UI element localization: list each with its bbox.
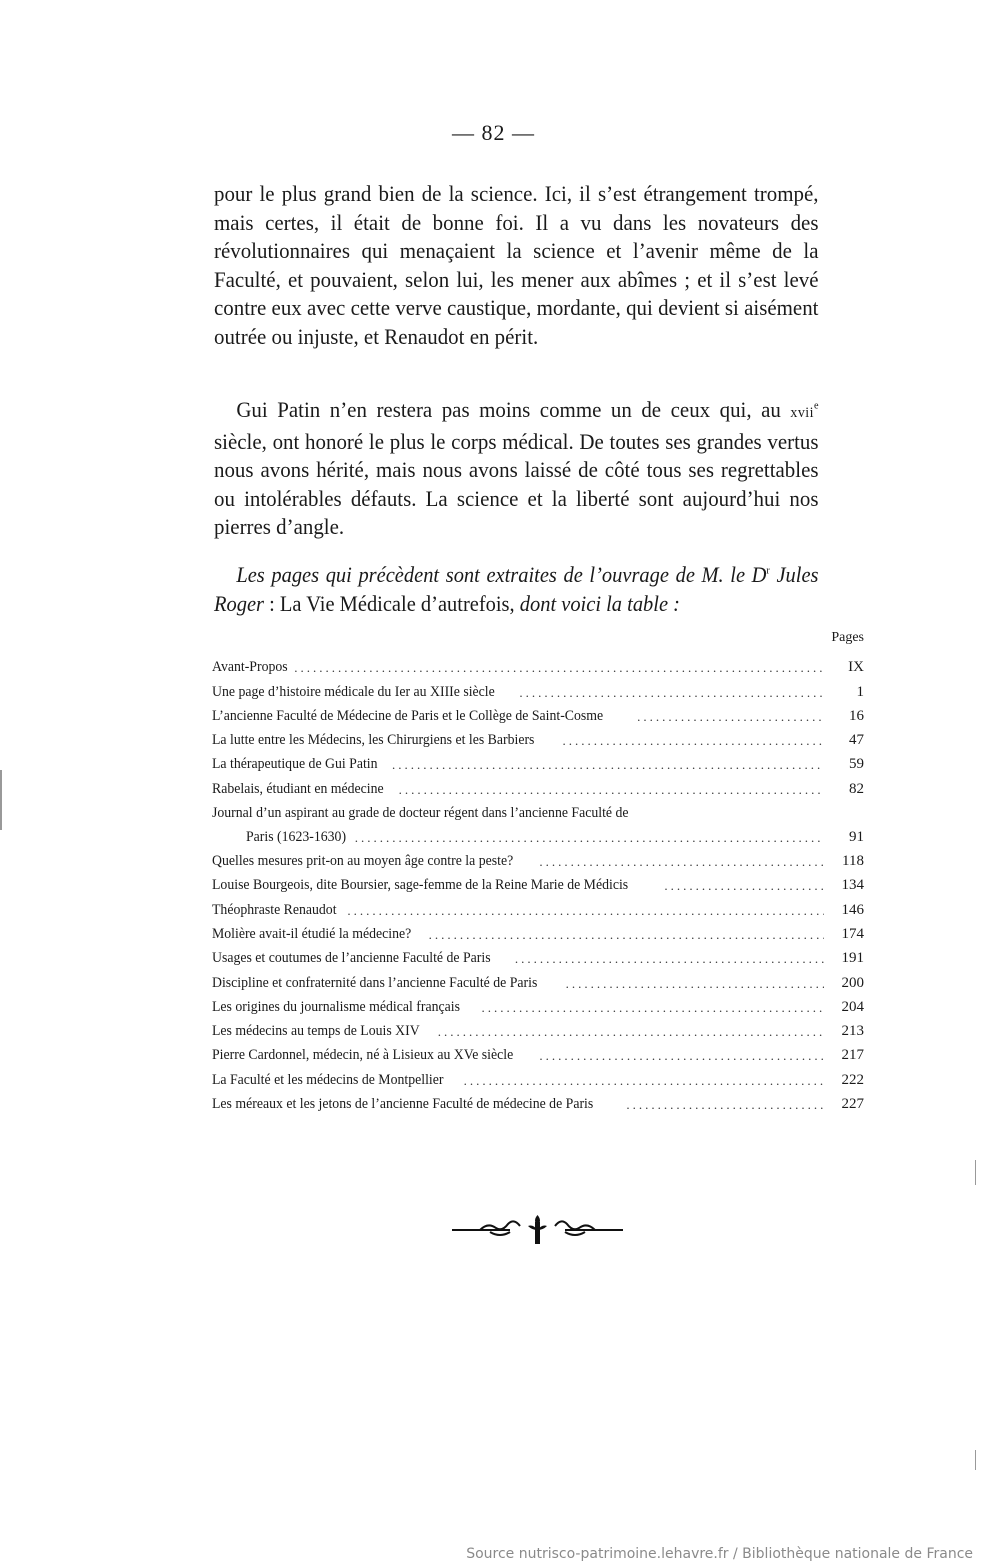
toc-entry-page: 91 bbox=[849, 828, 864, 845]
intro-italic-3: dont voici la table : bbox=[519, 591, 680, 616]
toc-entry bbox=[212, 967, 864, 991]
toc-leader-dots bbox=[399, 782, 824, 798]
toc-leader-dots bbox=[438, 1024, 824, 1040]
toc-entry bbox=[212, 870, 864, 894]
paragraph-1-text: pour le plus grand bien de la science. Ici, il s’est étrangement trompé, mais certes, il était de bonne foi. Il a vu dans les novateurs des révolutionnaires qui menaçaient la science et l’avenir même de la Faculté, et pouvaient, selon lui, les mener aux abîmes ; et il s’est levé contre eux avec cette verve caustique, mordante, qui devient si aisément outrée ou injuste, et Renaudot en périt. bbox=[214, 181, 819, 349]
toc-entry-title: Les origines du journalisme médical français bbox=[212, 998, 460, 1015]
toc-entry-title: Théophraste Renaudot bbox=[212, 901, 337, 918]
toc-entry bbox=[212, 919, 864, 943]
toc-entry-title: Pierre Cardonnel, médecin, né à Lisieux au XVe siècle bbox=[212, 1047, 514, 1064]
toc-entry-page: 227 bbox=[841, 1096, 864, 1113]
century-sup: e bbox=[813, 399, 819, 412]
toc-entry-title-cont: Paris (1623-1630) bbox=[246, 828, 347, 845]
toc-leader-dots bbox=[515, 951, 824, 967]
toc-entry-title: Journal d’un aspirant au grade de docteur régent dans l’ancienne Faculté de bbox=[212, 804, 629, 821]
toc-entry-page: 16 bbox=[849, 707, 864, 724]
toc-leader-dots bbox=[347, 903, 824, 919]
toc-entry bbox=[212, 1016, 864, 1040]
toc-entry-page: 47 bbox=[849, 732, 864, 749]
toc-entry-page: 82 bbox=[849, 780, 864, 797]
toc-entry bbox=[212, 725, 864, 749]
scan-artifact bbox=[975, 1160, 976, 1185]
source-credit: Source nutrisco-patrimoine.lehavre.fr / Bibliothèque nationale de France bbox=[466, 1546, 973, 1562]
table-intro bbox=[214, 560, 819, 618]
scan-artifact bbox=[975, 1450, 976, 1470]
table-of-contents bbox=[212, 630, 864, 1113]
toc-entry-title: Une page d’histoire médicale du Ier au XIIIe siècle bbox=[212, 683, 495, 700]
toc-entry-page: 134 bbox=[841, 877, 864, 894]
toc-entry-title: Molière avait-il étudié la médecine? bbox=[212, 925, 412, 942]
toc-entry-page: 191 bbox=[841, 950, 864, 967]
intro-dr: D bbox=[751, 562, 767, 587]
toc-entry-title: Rabelais, étudiant en médecine bbox=[212, 780, 384, 797]
toc-leader-dots bbox=[355, 830, 824, 846]
intro-dr-sup: r bbox=[766, 564, 770, 577]
toc-entry-title: La Faculté et les médecins de Montpellier bbox=[212, 1071, 444, 1088]
toc-leader-dots bbox=[539, 1048, 824, 1064]
toc-entry-page: 200 bbox=[841, 974, 864, 991]
toc-leader-dots bbox=[519, 685, 824, 701]
page-number: — 82 — bbox=[452, 120, 535, 145]
toc-leader-dots bbox=[482, 1000, 825, 1016]
toc-leader-dots bbox=[566, 976, 824, 992]
toc-entry bbox=[212, 1064, 864, 1088]
toc-leader-dots bbox=[539, 854, 824, 870]
toc-entry-title: Discipline et confraternité dans l’ancienne Faculté de Paris bbox=[212, 974, 538, 991]
intro-author: Jules Roger bbox=[214, 562, 819, 616]
intro-book-title: : La Vie Médicale d’autrefois, bbox=[264, 591, 520, 616]
toc-entry-page: 217 bbox=[841, 1047, 864, 1064]
toc-entry-page: 59 bbox=[849, 756, 864, 773]
toc-entry bbox=[212, 846, 864, 870]
toc-entry bbox=[212, 943, 864, 967]
toc-entry-title: Quelles mesures prit-on au moyen âge contre la peste? bbox=[212, 853, 514, 870]
toc-entry bbox=[212, 749, 864, 773]
toc-entry-page: IX bbox=[848, 659, 864, 676]
toc-entry-page: 222 bbox=[841, 1071, 864, 1088]
toc-leader-dots bbox=[464, 1073, 824, 1089]
p2-text-a: Gui Patin n’en restera pas moins comme un de ceux qui, au bbox=[236, 397, 791, 422]
toc-leader-dots bbox=[626, 1097, 824, 1113]
toc-entry-page: 118 bbox=[842, 853, 864, 870]
paragraph-2 bbox=[214, 396, 819, 542]
toc-entry-title: La lutte entre les Médecins, les Chirurgiens et les Barbiers bbox=[212, 732, 535, 749]
toc-entry-page: 146 bbox=[841, 901, 864, 918]
toc-header: Pages bbox=[831, 630, 864, 645]
fleuron-divider-icon bbox=[450, 1212, 625, 1248]
toc-leader-dots bbox=[637, 709, 824, 725]
intro-italic-1: Les pages qui précèdent sont extraites de l’ouvrage de M. le bbox=[236, 562, 752, 587]
toc-entry-page: 213 bbox=[841, 1023, 864, 1040]
p2-text-b: siècle, ont honoré le plus le corps médical. De toutes ses grandes vertus nous avons hérité, mais nous avons laissé de côté tous ses regrettables ou intolérables défauts. La science et la liberté sont aujourd’hui nos pierres d’angle. bbox=[214, 428, 819, 539]
toc-entry-page: 1 bbox=[856, 683, 864, 700]
toc-entry bbox=[212, 1089, 864, 1113]
toc-entry bbox=[212, 894, 864, 918]
toc-entry bbox=[212, 1040, 864, 1064]
toc-leader-dots bbox=[664, 878, 824, 894]
toc-entry-page: 174 bbox=[841, 925, 864, 942]
toc-entry-title: Les médecins au temps de Louis XIV bbox=[212, 1023, 420, 1040]
toc-entry bbox=[212, 773, 864, 797]
toc-entry-title: Usages et coutumes de l’ancienne Faculté de Paris bbox=[212, 950, 491, 967]
toc-entry-title: Louise Bourgeois, dite Boursier, sage-femme de la Reine Marie de Médicis bbox=[212, 877, 629, 894]
toc-entry bbox=[212, 701, 864, 725]
toc-entry bbox=[212, 652, 864, 676]
toc-entry-title: Les méreaux et les jetons de l’ancienne Faculté de médecine de Paris bbox=[212, 1096, 594, 1113]
toc-entry bbox=[212, 676, 864, 700]
toc-entry bbox=[212, 992, 864, 1016]
toc-leader-dots bbox=[562, 733, 824, 749]
toc-entry-title: La thérapeutique de Gui Patin bbox=[212, 756, 378, 773]
century-numeral: xvii bbox=[790, 405, 814, 421]
toc-entry bbox=[212, 798, 864, 846]
toc-leader-dots bbox=[392, 757, 824, 773]
paragraph-2-text bbox=[214, 396, 819, 542]
toc-leader-dots bbox=[429, 927, 824, 943]
toc-entry-title: L’ancienne Faculté de Médecine de Paris et le Collège de Saint-Cosme bbox=[212, 707, 604, 724]
toc-entry-page: 204 bbox=[841, 998, 864, 1015]
toc-entry-title: Avant-Propos bbox=[212, 659, 288, 676]
paragraph-1 bbox=[214, 180, 819, 351]
scan-artifact bbox=[0, 770, 2, 830]
toc-leader-dots bbox=[294, 660, 824, 676]
